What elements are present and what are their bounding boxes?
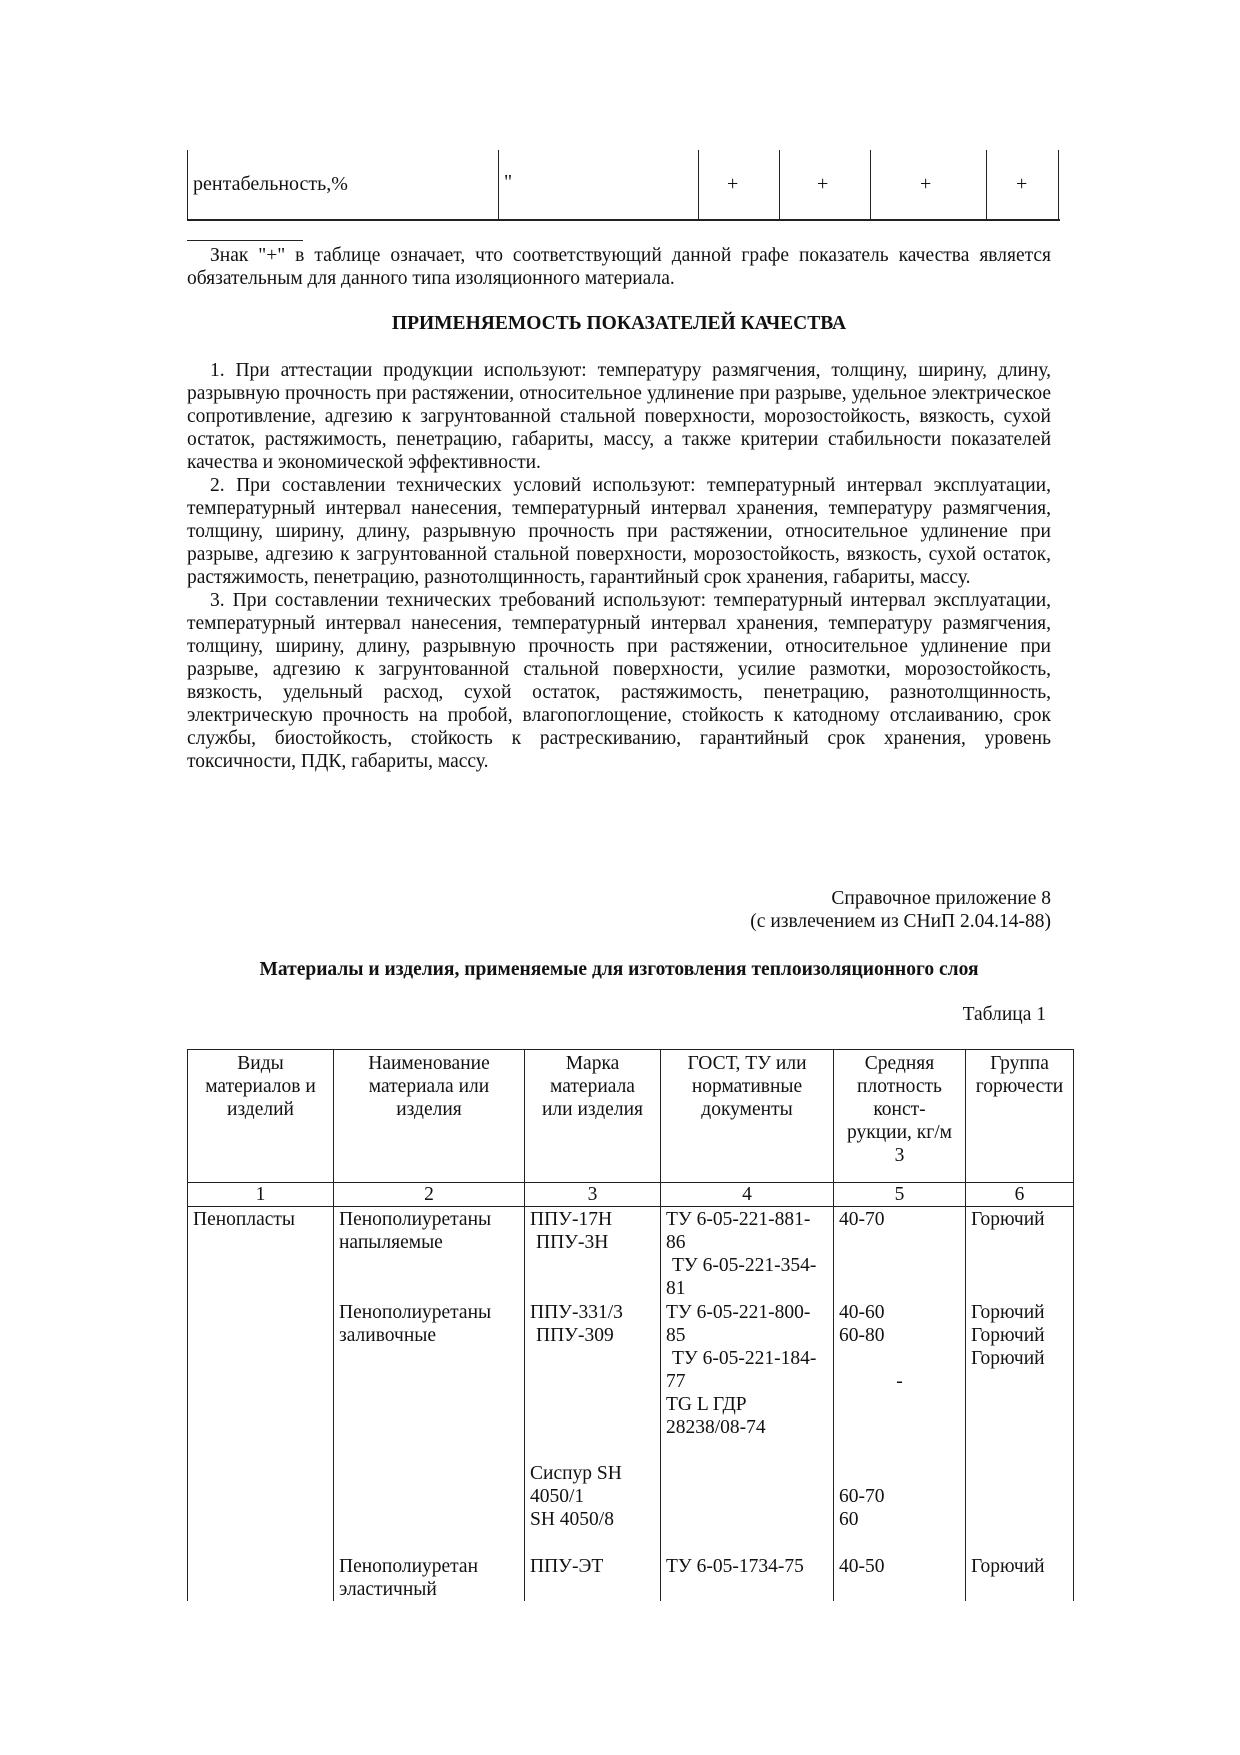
column-number: 1	[188, 1183, 334, 1207]
table-border	[498, 150, 499, 220]
paragraph-1: 1. При аттестации продукции используют: температуру размягчения, толщину, ширину, длину, разрывную прочность при растяжении, относительное удлинение при разрыве, удельное электрическое сопротивление, адгезию к загрунтованной стальной поверхности, морозостойкость, вязкость, сухой остаток, растяжимость, пенетрацию, габариты, массу, а также критерии стабильности показателей качества и экономической эффективности.	[187, 360, 1051, 473]
required-mark: +	[1016, 173, 1028, 195]
required-mark: +	[727, 173, 739, 195]
header-cell: Группа горючести	[966, 1050, 1074, 1183]
table-border	[1058, 150, 1059, 220]
paragraph-3: 3. При составлении технических требований используют: температурный интервал эксплуатации, температурный интервал нанесения, температурный интервал хранения, температуру размягчения, толщину, ширину, длину, разрывную прочность при растяжении, относительное удлинение при разрыве, адгезию к загрунтованной стальной поверхности, усилие размотки, морозостойкость, вязкость, удельный расход, сухой остаток, растяжимость, пенетрацию, разнотолщинность, электрическую прочность на пробой, влагопоглощение, стойкость к катодному отслаиванию, срок службы, биостойкость, стойкость к растрескиванию, гарантийный срок хранения, уровень токсичности, ПДК, габариты, массу.	[187, 590, 1051, 772]
table-row	[188, 1300, 1074, 1531]
density-cell: 40-50	[834, 1531, 966, 1601]
table-title: Материалы и изделия, применяемые для изготовления теплоизоляционного слоя	[259, 959, 979, 980]
standard-doc-cell: ТУ 6-05-1734-75	[661, 1531, 834, 1601]
section-title: ПРИМЕНЯЕМОСТЬ ПОКАЗАТЕЛЕЙ КАЧЕСТВА	[391, 313, 847, 334]
header-cell: ГОСТ, ТУ или нормативные документы	[661, 1050, 834, 1183]
material-type-cell	[188, 1531, 334, 1601]
table-row	[188, 1531, 1074, 1601]
footnote-text: Знак "+" в таблице означает, что соответствующий данной графе показатель качества является обязательным для данного типа изоляционного материала.	[187, 245, 1051, 289]
column-number: 6	[966, 1183, 1074, 1207]
standard-doc-cell: ТУ 6-05-221-881- 86 ТУ 6-05-221-354- 81	[661, 1207, 834, 1301]
column-number: 4	[661, 1183, 834, 1207]
material-mark-cell: ППУ-ЭТ	[525, 1531, 661, 1601]
column-number: 2	[334, 1183, 525, 1207]
flammability-cell: Горючий	[966, 1207, 1074, 1301]
indicator-label: рентабельность,%	[193, 173, 348, 195]
material-name-cell: Пенополиуретаны напыляемые	[334, 1207, 525, 1301]
header-cell: Марка материала или изделия	[525, 1050, 661, 1183]
material-name-cell: Пенополиуретан эластичный	[334, 1531, 525, 1601]
table-border	[870, 150, 871, 220]
material-mark-cell: ППУ-17Н ППУ-3Н	[525, 1207, 661, 1301]
required-mark: +	[920, 173, 932, 195]
appendix-heading	[600, 887, 1051, 933]
header-cell: Наименование материала или изделия	[334, 1050, 525, 1183]
required-mark: +	[817, 173, 829, 195]
ditto-mark: "	[504, 171, 513, 193]
quality-table-fragment	[187, 150, 1060, 220]
column-number: 5	[834, 1183, 966, 1207]
table-label: Таблица 1	[962, 1004, 1046, 1025]
material-mark-cell: ППУ-331/3 ППУ-309 Сиспур SH 4050/1 SH 4050/8	[525, 1300, 661, 1531]
table-header-row	[188, 1050, 1074, 1183]
table-row	[188, 1207, 1074, 1301]
table-border	[986, 150, 987, 220]
table-bottom-border	[187, 219, 1060, 221]
footnote	[187, 244, 1051, 290]
applicability-paragraphs	[187, 359, 1051, 773]
paragraph-2: 2. При составлении технических условий используют: температурный интервал эксплуатации, температурный интервал нанесения, температурный интервал хранения, температуру размягчения, толщину, ширину, длину, разрывную прочность при растяжении, относительное удлинение при разрыве, адгезию к загрунтованной стальной поверхности, морозостойкость, вязкость, сухой остаток, растяжимость, пенетрацию, разнотолщинность, гарантийный срок хранения, габариты, массу.	[187, 475, 1051, 588]
footnote-rule	[187, 240, 303, 241]
density-cell: 40-70	[834, 1207, 966, 1301]
standard-doc-cell: ТУ 6-05-221-800- 85 ТУ 6-05-221-184- 77 TG L ГДР 28238/08-74	[661, 1300, 834, 1531]
material-name-cell: Пенополиуретаны заливочные	[334, 1300, 525, 1531]
material-type-cell: Пенопласты	[188, 1207, 334, 1301]
appendix-line: Справочное приложение 8	[831, 888, 1051, 909]
flammability-cell: Горючий Горючий Горючий	[966, 1300, 1074, 1531]
density-cell: 40-60 60-80 - 60-70 60	[834, 1300, 966, 1531]
header-cell: Виды материалов и изделий	[188, 1050, 334, 1183]
materials-table	[187, 1049, 1074, 1601]
flammability-cell: Горючий	[966, 1531, 1074, 1601]
table-border	[187, 150, 188, 220]
appendix-source: (с извлечением из СНиП 2.04.14-88)	[750, 911, 1051, 932]
material-type-cell	[188, 1300, 334, 1531]
column-number: 3	[525, 1183, 661, 1207]
column-number-row	[188, 1183, 1074, 1207]
header-cell: Средняя плотность конст- рукции, кг/м 3	[834, 1050, 966, 1183]
table-border	[779, 150, 780, 220]
table-border	[698, 150, 699, 220]
